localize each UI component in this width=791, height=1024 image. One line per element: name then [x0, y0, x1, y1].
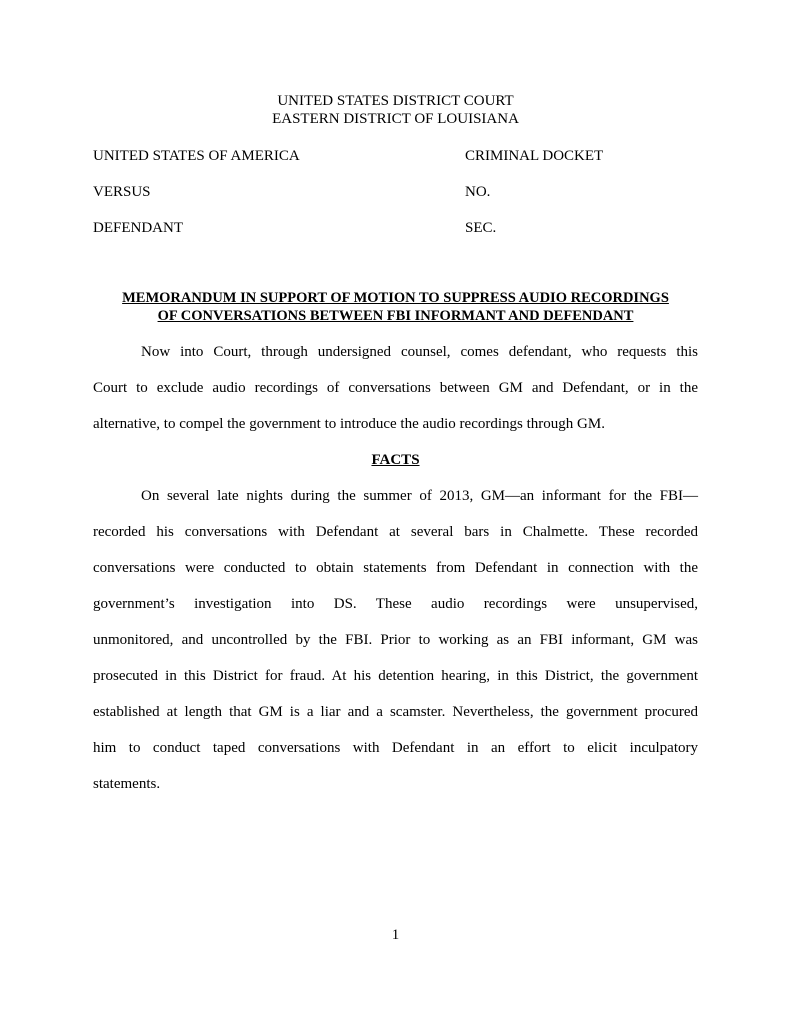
page-number: 1 [391, 927, 400, 943]
memorandum-title-line: MEMORANDUM IN SUPPORT OF MOTION TO SUPPRESS AUDIO RECORDINGS [122, 290, 669, 306]
caption-versus: VERSUS [93, 184, 151, 200]
paragraph-line: unmonitored, and uncontrolled by the FBI. Prior to working as an FBI informant, GM was [93, 632, 698, 648]
paragraph-line: established at length that GM is a liar and a scamster. Nevertheless, the government procured [93, 704, 698, 720]
court-district: EASTERN DISTRICT OF LOUISIANA [272, 111, 519, 127]
caption-docket: CRIMINAL DOCKET [465, 148, 604, 164]
paragraph-line: recorded his conversations with Defendant at several bars in Chalmette. These recorded [93, 524, 698, 540]
paragraph-line: prosecuted in this District for fraud. At his detention hearing, in this District, the government [93, 668, 698, 684]
paragraph-line: conversations were conducted to obtain statements from Defendant in connection with the [93, 560, 698, 576]
court-name: UNITED STATES DISTRICT COURT [277, 93, 514, 109]
paragraph-line: On several late nights during the summer of 2013, GM—an informant for the FBI— [141, 488, 698, 504]
caption-section: SEC. [465, 220, 497, 236]
paragraph-line: him to conduct taped conversations with Defendant in an effort to elicit inculpatory [93, 740, 698, 756]
facts-paragraph [93, 478, 698, 802]
paragraph-line: Now into Court, through undersigned counsel, comes defendant, who requests this [141, 344, 698, 360]
memorandum-title-line: OF CONVERSATIONS BETWEEN FBI INFORMANT AND DEFENDANT [157, 307, 634, 324]
paragraph-line: government’s investigation into DS. These audio recordings were unsupervised, [93, 596, 698, 612]
facts-heading: FACTS [371, 452, 420, 468]
paragraph-line: statements. [93, 776, 161, 792]
caption-row [93, 219, 703, 237]
caption-row [93, 147, 703, 165]
caption-row [93, 183, 703, 201]
paragraph-line: Court to exclude audio recordings of conversations between GM and Defendant, or in the [93, 380, 698, 396]
court-header [0, 92, 791, 128]
memorandum-title [93, 290, 698, 325]
intro-paragraph [93, 334, 698, 442]
caption-party-defendant: DEFENDANT [93, 220, 183, 236]
paragraph-line: alternative, to compel the government to introduce the audio recordings through GM. [93, 416, 605, 432]
caption-party-plaintiff: UNITED STATES OF AMERICA [93, 148, 300, 164]
caption-number: NO. [465, 184, 491, 200]
